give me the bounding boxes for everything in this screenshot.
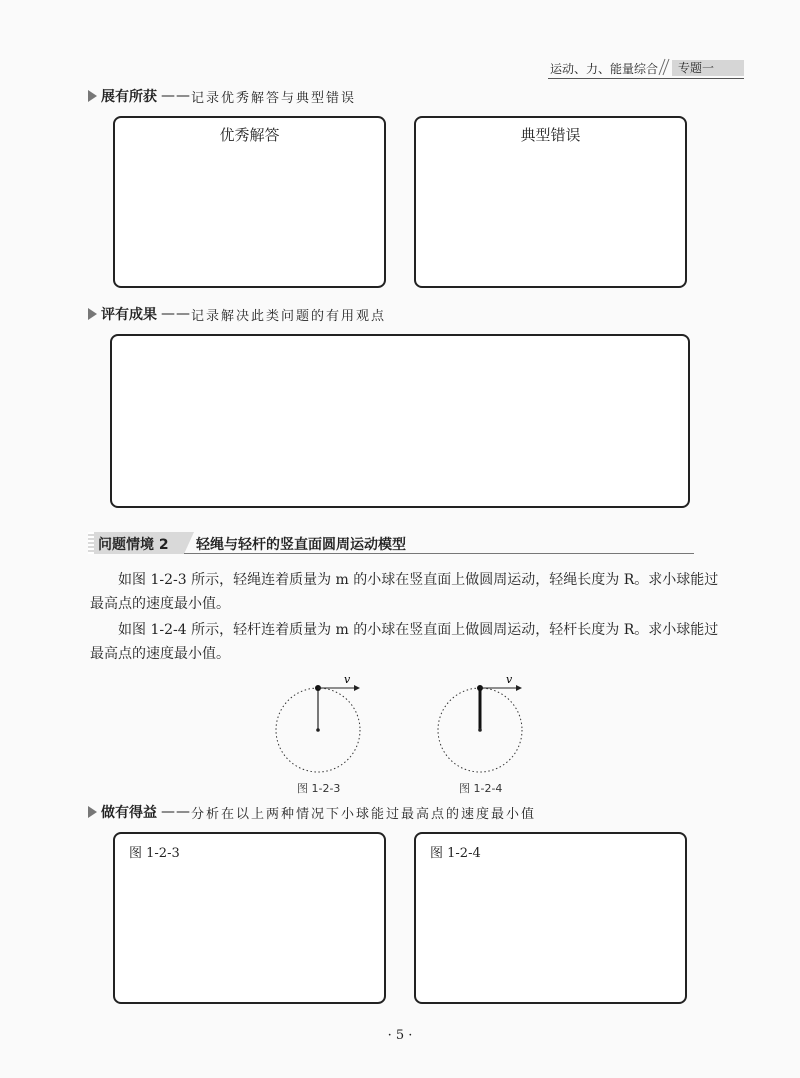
page-number: · 5 · [387, 1028, 413, 1043]
section-subtitle: 记录解决此类问题的有用观点 [191, 308, 387, 324]
center-pivot [478, 728, 482, 732]
section-dash: —— [161, 88, 191, 104]
section-heading-showcase [88, 86, 356, 106]
velocity-label: v [506, 673, 513, 686]
excellent-answer-box[interactable] [113, 116, 386, 288]
figure-caption: 图 1-2-3 [297, 782, 341, 795]
header-rule [548, 78, 744, 79]
section-title: 做有得益 [101, 805, 157, 821]
velocity-label: v [344, 673, 351, 686]
problem-title: 轻绳与轻杆的竖直面圆周运动模型 [196, 537, 406, 553]
section-subtitle: 分析在以上两种情况下小球能过最高点的速度最小值 [191, 806, 537, 822]
section-dash: —— [161, 804, 191, 820]
problem-paragraph-rod: 如图 1-2-4 所示，轻杆连着质量为 m 的小球在竖直面上做圆周运动，轻杆长度为 R。求小球能过最高点的速度最小值。 [90, 622, 719, 662]
box-label: 图 1-2-4 [430, 846, 481, 861]
chapter-topic: 运动、力、能量综合 [550, 62, 659, 76]
section-heading-analysis [88, 802, 536, 822]
section-heading-review [88, 304, 386, 324]
header-slash-icon [656, 58, 670, 76]
box-title: 典型错误 [520, 126, 581, 144]
problem-label: 问题情境 2 [98, 537, 169, 553]
triangle-bullet-icon [88, 806, 97, 818]
analysis-box-rope[interactable] [113, 832, 386, 1004]
triangle-bullet-icon [88, 90, 97, 102]
box-label: 图 1-2-3 [129, 846, 180, 861]
typical-error-box[interactable] [414, 116, 687, 288]
arrow-head-icon [354, 685, 360, 691]
section-dash: —— [161, 306, 191, 322]
figure-rod-diagram [432, 672, 542, 774]
section-title: 评有成果 [101, 307, 157, 323]
problem-paragraph-rope: 如图 1-2-3 所示，轻绳连着质量为 m 的小球在竖直面上做圆周运动，轻绳长度为 R。求小球能过最高点的速度最小值。 [90, 572, 719, 612]
box-title: 优秀解答 [219, 126, 280, 144]
center-pivot [316, 728, 320, 732]
analysis-box-rod[interactable] [414, 832, 687, 1004]
chapter-tag: 专题一 [672, 60, 744, 76]
problem-banner [88, 532, 694, 554]
triangle-bullet-icon [88, 308, 97, 320]
section-title: 展有所获 [101, 89, 157, 105]
figure-caption: 图 1-2-4 [459, 782, 503, 795]
arrow-head-icon [516, 685, 522, 691]
figure-rope-diagram [270, 672, 380, 774]
useful-viewpoints-box[interactable] [110, 334, 690, 508]
section-subtitle: 记录优秀解答与典型错误 [191, 90, 357, 106]
